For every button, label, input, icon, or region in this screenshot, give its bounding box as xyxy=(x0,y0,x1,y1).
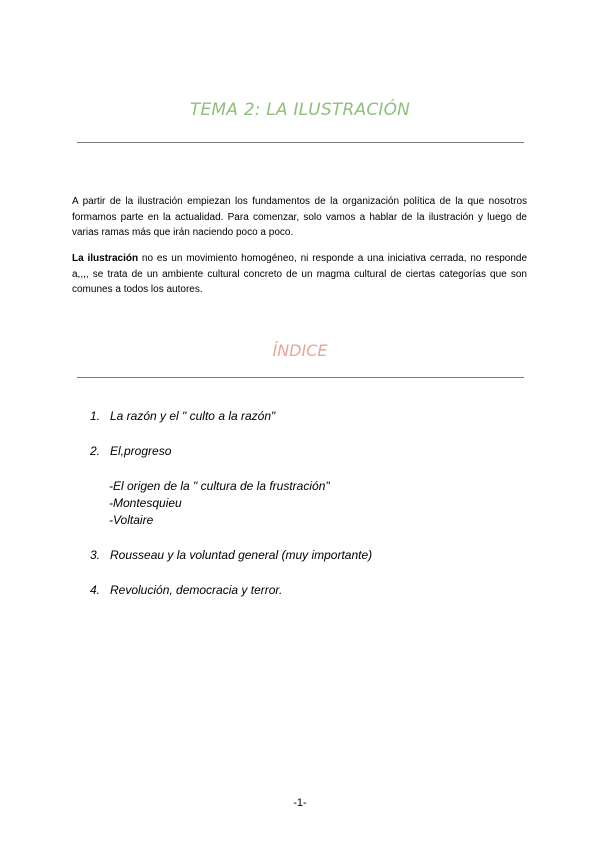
index-subitem: -Voltaire xyxy=(109,513,154,527)
index-item-text: La razón y el " culto a la razón" xyxy=(110,409,276,423)
index-title: ÍNDICE xyxy=(272,341,328,360)
page-title: TEMA 2: LA ILUSTRACIÓN xyxy=(189,100,411,120)
definition-paragraph xyxy=(72,251,527,298)
definition-term: La ilustración xyxy=(72,253,139,264)
index-item-text: Revolución, democracia y terror. xyxy=(110,583,283,597)
definition-text: no es un movimiento homogéneo, ni responde a una iniciativa cerrada, no responde a,,,, se trata de un ambiente cultural concreto de un magma cultural de ciertas categorías que son comunes a todos los autores. xyxy=(72,253,527,295)
index-item-number: 3. xyxy=(90,548,101,562)
index-item-number: 1. xyxy=(90,409,101,423)
intro-paragraph: A partir de la ilustración empiezan los fundamentos de la organización política de la que nosotros formamos parte en la actualidad. Para comenzar, solo vamos a hablar de la ilustración y luego de varias ramas más que irán naciendo poco a poco. xyxy=(72,196,527,238)
index-subitem: -El origen de la " cultura de la frustración" xyxy=(109,479,330,493)
index-item-text: El,progreso xyxy=(110,444,172,458)
index-divider xyxy=(77,377,524,378)
index-subitem: -Montesquieu xyxy=(109,496,182,510)
index-item-number: 4. xyxy=(90,583,101,597)
index-item-number: 2. xyxy=(90,444,101,458)
page-number: -1- xyxy=(293,797,307,809)
title-divider xyxy=(77,142,524,143)
index-item-text: Rousseau y la voluntad general (muy importante) xyxy=(110,548,373,562)
